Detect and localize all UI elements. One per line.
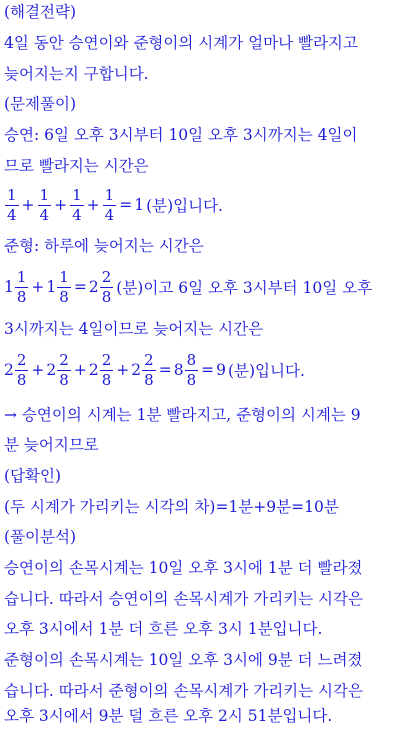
analysis-line-3: 오후 3시에서 1분 더 흐른 오후 3시 1분입니다. <box>4 620 323 638</box>
fraction: $\frac{1}{8}$ <box>59 267 69 306</box>
equation-result: 1 <box>134 196 145 214</box>
strategy-text-line-2: 늦어지는지 구합니다. <box>4 65 149 83</box>
whole-number: 8 <box>173 361 184 379</box>
conclusion-line-2: 분 늦어지므로 <box>4 436 99 454</box>
whole-number: 2 <box>88 278 99 296</box>
analysis-heading: (풀이분석) <box>4 528 76 546</box>
check-heading: (답확인) <box>4 467 62 485</box>
junhyeong-text-line-2: 3시까지는 4일이므로 늦어지는 시간은 <box>4 320 264 338</box>
seungyeon-equation <box>4 180 223 230</box>
fraction: $\frac{1}{4}$ <box>72 185 82 224</box>
seungyeon-text-line-1: 승연: 6일 오후 3시부터 10일 오후 3시까지는 4일이 <box>4 126 358 144</box>
seungyeon-text-line-2: 므로 빨라지는 시간은 <box>4 157 149 175</box>
junhyeong-equation-2 <box>4 345 305 395</box>
equals-sign: = <box>73 278 87 296</box>
plus-sign: + <box>73 361 87 379</box>
equation-tail: (분)입니다. <box>227 362 305 380</box>
plus-sign: + <box>86 196 100 214</box>
solution-heading: (문제풀이) <box>4 95 76 113</box>
analysis-line-2: 습니다. 따라서 승연이의 손목시계가 가리키는 시각은 <box>4 590 363 608</box>
fraction: $\frac{1}{4}$ <box>7 185 17 224</box>
analysis-line-1: 승연이의 손목시계는 10일 오후 3시에 1분 더 빨라졌 <box>4 559 363 577</box>
equation-tail: (분)이고 6일 오후 3시부터 10일 오후 <box>116 279 373 297</box>
whole-number: 2 <box>131 361 142 379</box>
fraction: $\frac{8}{8}$ <box>186 350 197 389</box>
fraction: $\frac{2}{8}$ <box>101 267 112 306</box>
plus-sign: + <box>116 361 130 379</box>
plus-sign: + <box>21 196 35 214</box>
conclusion-line-1: → 승연이의 시계는 1분 빨라지고, 준형이의 시계는 9 <box>4 406 361 424</box>
equals-sign: = <box>201 361 215 379</box>
fraction: $\frac{1}{4}$ <box>104 185 115 224</box>
fraction: $\frac{2}{8}$ <box>16 350 27 389</box>
strategy-text-line-1: 4일 동안 승연이와 준형이의 시계가 얼마나 빨라지고 <box>4 34 358 52</box>
analysis-line-4: 준형이의 손목시계는 10일 오후 3시에 9분 더 느려졌 <box>4 651 363 669</box>
whole-number: 1 <box>4 278 14 296</box>
plus-sign: + <box>31 361 45 379</box>
analysis-line-5: 습니다. 따라서 준형이의 손목시계가 가리키는 시각은 <box>4 682 363 700</box>
whole-number: 2 <box>46 361 57 379</box>
strategy-heading: (해결전략) <box>4 3 76 21</box>
whole-number: 1 <box>46 278 57 296</box>
fraction: $\frac{2}{8}$ <box>101 350 112 389</box>
analysis-line-6: 오후 3시에서 9분 덜 흐른 오후 2시 51분입니다. <box>4 707 333 725</box>
fraction: $\frac{1}{8}$ <box>16 267 27 306</box>
fraction: $\frac{2}{8}$ <box>59 350 69 389</box>
fraction: $\frac{1}{4}$ <box>39 185 50 224</box>
plus-sign: + <box>31 278 45 296</box>
junhyeong-text-line-1: 준형: 하루에 늦어지는 시간은 <box>4 237 204 255</box>
equation-result: 9 <box>216 361 226 379</box>
plus-sign: + <box>54 196 68 214</box>
equals-sign: = <box>119 196 133 214</box>
equation-tail: (분)입니다. <box>146 197 223 215</box>
equals-sign: = <box>158 361 172 379</box>
junhyeong-equation-1 <box>4 262 372 312</box>
fraction: $\frac{2}{8}$ <box>144 350 154 389</box>
whole-number: 2 <box>4 361 14 379</box>
check-line: (두 시계가 가리키는 시각의 차)=1분+9분=10분 <box>4 498 339 516</box>
whole-number: 2 <box>88 361 99 379</box>
